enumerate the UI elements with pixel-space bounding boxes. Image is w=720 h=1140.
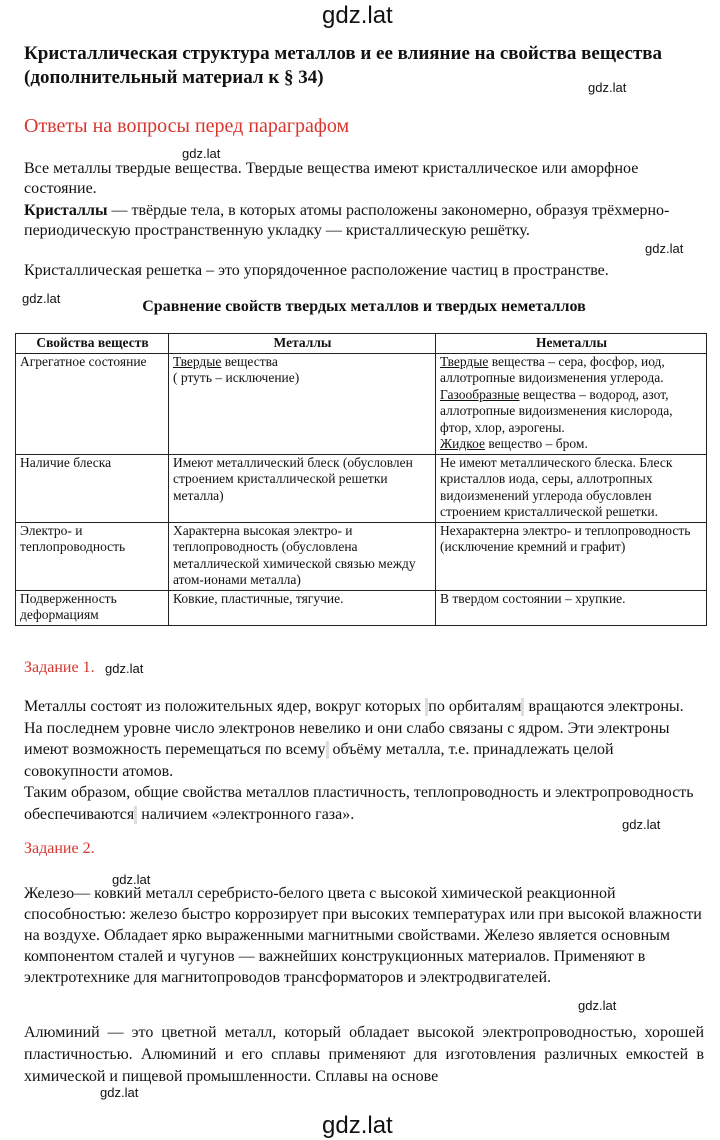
header-properties: Свойства веществ <box>16 334 169 354</box>
cell-text: ( ртуть – исключение) <box>173 370 300 385</box>
watermark: gdz.lat <box>100 1085 139 1100</box>
cell-text: вещества – сера, фосфор, иод, аллотропные видоизменения углерода. <box>440 353 665 385</box>
watermark: gdz.lat <box>622 817 661 832</box>
watermark-bottom: gdz.lat <box>322 1112 393 1139</box>
watermark: gdz.lat <box>578 998 617 1013</box>
table-row <box>16 590 707 625</box>
task-1-label: Задание 1. <box>24 659 95 676</box>
table-caption: Сравнение свойств твердых металлов и твердых неметаллов <box>142 298 586 315</box>
underlined-term: Жидкое <box>440 436 485 451</box>
task-1-text-part: вращаются электроны. На последнем уровне число электронов невелико и они слабо связаны с ядром. Эти электроны имеют возможность перемещаться по всему <box>24 698 684 758</box>
task-2-label: Задание 2. <box>24 840 95 857</box>
task-2-iron-text: Железо— ковкий металл серебристо-белого цвета с высокой химической реакционной способностью: железо быстро коррозирует при высоких температурах или при высокой влажности на воздухе. Обладает ярко выраженными магнитными свойствами. Железо является основным компонентом сталей и чугунов — важнейших конструкционных материалов. Применяют в электротехнике для магнитопроводов трансформаторов и электродвигателей. <box>24 885 702 986</box>
cell-metal: Характерна высокая электро- и теплопроводность (обусловлена металлической химической связью между атом-ионами металла) <box>169 522 436 590</box>
table-row <box>16 454 707 522</box>
task-1-text-part: наличием «электронного газа». <box>137 805 355 823</box>
table-header-row <box>16 334 707 354</box>
task-1-text-part: объёму металла, т.е. принадлежать целой совокупности атомов. <box>24 741 614 780</box>
cell-metal <box>169 353 436 454</box>
watermark-top: gdz.lat <box>322 2 393 29</box>
task-1-text <box>24 696 704 825</box>
intro-paragraph-2 <box>24 201 704 241</box>
watermark: gdz.lat <box>22 291 61 306</box>
cell-property: Электро- и теплопроводность <box>16 522 169 590</box>
task-1-text-part: по орбиталям <box>428 698 522 715</box>
cell-text: вещество – бром. <box>484 436 588 451</box>
cell-text: вещества – водород, азот, аллотропные видоизменения кислорода, фтор, хлор, аэрогены. <box>440 386 673 435</box>
underlined-term: Твердые <box>440 353 489 369</box>
header-nonmetals: Неметаллы <box>436 334 707 354</box>
crystals-definition: — твёрдые тела, в которых атомы расположены закономерно, образуя трёхмерно-периодическую пространственную укладку — кристаллическую решётку. <box>24 202 670 239</box>
task-1-text-part: Металлы состоят из положительных ядер, вокруг которых <box>24 698 426 715</box>
table-row <box>16 353 707 454</box>
underlined-term: Газообразные <box>440 386 520 402</box>
watermark: gdz.lat <box>645 241 684 256</box>
watermark: gdz.lat <box>588 80 627 95</box>
header-metals: Металлы <box>169 334 436 354</box>
table-row <box>16 522 707 590</box>
cell-nonmetal: Нехарактерна электро- и теплопроводность (исключение кремний и графит) <box>436 522 707 590</box>
cell-metal: Ковкие, пластичные, тягучие. <box>169 590 436 625</box>
cell-nonmetal: В твердом состоянии – хрупкие. <box>436 590 707 625</box>
comparison-table <box>15 333 707 626</box>
cell-property: Наличие блеска <box>16 454 169 522</box>
section-heading: Ответы на вопросы перед параграфом <box>24 115 350 137</box>
cell-metal: Имеют металлический блеск (обусловлен строением кристаллической решетки металла) <box>169 454 436 522</box>
cell-nonmetal <box>436 353 707 454</box>
cell-property: Подверженность деформациям <box>16 590 169 625</box>
underlined-term: Твердые <box>173 353 222 369</box>
task-2-aluminum-text: Алюминий — это цветной металл, который обладает высокой электропроводностью, хорошей пластичностью. Алюминий и его сплавы применяют для изготовления различных емкостей в химической и пищевой промышленности. Сплавы на основе <box>24 1024 704 1085</box>
term-crystals: Кристаллы <box>24 202 108 219</box>
cell-nonmetal: Не имеют металлического блеска. Блеск кристаллов иода, серы, аллотропных видоизменений углерода обусловлен строением кристаллической решетки. <box>436 454 707 522</box>
watermark: gdz.lat <box>182 146 221 161</box>
intro-paragraph-3: Кристаллическая решетка – это упорядоченное расположение частиц в пространстве. <box>24 262 609 279</box>
cell-text: вещества <box>221 353 278 369</box>
watermark: gdz.lat <box>112 872 151 887</box>
document-title: Кристаллическая структура металлов и ее влияние на свойства вещества (дополнительный материал к § 34) <box>24 43 663 88</box>
intro-paragraph-1: Все металлы твердые вещества. Твердые вещества имеют кристаллическое или аморфное состояние. <box>24 160 639 197</box>
task-1-text-part: Таким образом, общие свойства металлов пластичность, теплопроводность и электропроводность обеспечиваются <box>24 784 694 823</box>
cell-property: Агрегатное состояние <box>16 353 169 454</box>
watermark: gdz.lat <box>105 661 144 676</box>
